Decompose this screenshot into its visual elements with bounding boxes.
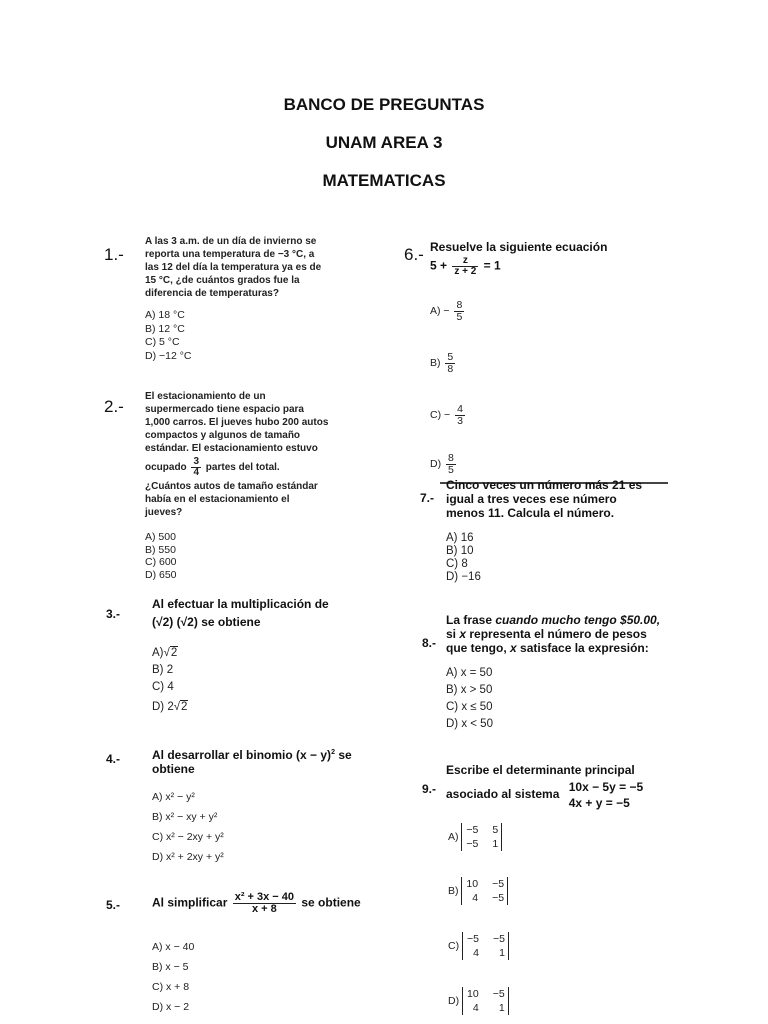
option-d-label: D) 2 bbox=[152, 701, 174, 713]
question-3-expression: (√2) (√2) bbox=[152, 615, 198, 629]
question-5-options bbox=[152, 937, 194, 1017]
question-4-exponent: 2 bbox=[331, 749, 335, 756]
matrix-cell: −5 bbox=[492, 878, 505, 890]
fraction-numerator: 3 bbox=[193, 456, 200, 467]
question-8-line2-em: x bbox=[459, 627, 467, 641]
fraction bbox=[455, 404, 465, 426]
question-2-line: jueves? bbox=[145, 507, 183, 518]
fraction-numerator: 5 bbox=[447, 351, 454, 363]
question-2-fraction-pre: ocupado bbox=[145, 462, 187, 474]
matrix-cell: 4 bbox=[472, 892, 479, 904]
question-1-line: A las 3 a.m. de un día de invierno se bbox=[145, 236, 317, 247]
question-3-options bbox=[152, 645, 188, 716]
question-4-line: obtiene bbox=[152, 762, 195, 776]
option-c[interactable]: C) 8 bbox=[446, 558, 468, 570]
fraction-denominator: 8 bbox=[447, 362, 454, 375]
matrix-cell: 5 bbox=[492, 824, 499, 836]
fraction-numerator: x² + 3x − 40 bbox=[234, 891, 295, 903]
question-2-line: estándar. El estacionamiento estuvo bbox=[145, 443, 318, 454]
option-b[interactable]: B) 550 bbox=[145, 543, 176, 556]
question-number-5: 5.- bbox=[106, 898, 121, 912]
system-equation-1: 10x − 5y = −5 bbox=[568, 780, 644, 794]
equation-system bbox=[569, 779, 643, 811]
matrix-cell: −5 bbox=[492, 892, 505, 904]
option-label: A) bbox=[448, 830, 459, 843]
fraction-denominator: z + 2 bbox=[454, 266, 477, 277]
question-8-line3-em: x bbox=[510, 641, 517, 655]
question-8-line1-pre: La frase bbox=[446, 613, 496, 627]
question-9-option-b[interactable] bbox=[448, 877, 508, 905]
matrix-cell: −5 bbox=[466, 838, 479, 850]
question-6-option-c[interactable] bbox=[430, 404, 467, 426]
option-a[interactable]: A) 16 bbox=[446, 532, 474, 544]
question-6-text bbox=[430, 240, 670, 277]
question-9-system-line bbox=[446, 779, 706, 811]
option-b[interactable]: B) 2 bbox=[152, 664, 174, 676]
option-a-label: A) bbox=[152, 647, 164, 659]
option-b[interactable]: B) x − 5 bbox=[152, 961, 189, 973]
fraction bbox=[452, 256, 478, 277]
option-d-radicand: 2 bbox=[181, 701, 188, 713]
matrix-cell: 10 bbox=[467, 988, 479, 1000]
option-b[interactable]: B) x > 50 bbox=[446, 684, 493, 696]
fraction bbox=[191, 457, 201, 478]
question-8-line2-pre: si bbox=[446, 627, 460, 641]
determinant-matrix bbox=[462, 987, 509, 1015]
option-d[interactable]: D) −12 °C bbox=[145, 349, 192, 362]
option-c[interactable]: C) x² − 2xy + y² bbox=[152, 831, 224, 843]
question-7-line: igual a tres veces ese número bbox=[446, 492, 617, 506]
question-3-expression-line bbox=[152, 615, 372, 629]
question-1-line: las 12 del día la temperatura ya es de bbox=[145, 262, 322, 273]
equation-post: = 1 bbox=[483, 258, 501, 273]
matrix-cell: 1 bbox=[498, 1002, 505, 1014]
option-label: C) − bbox=[430, 408, 451, 421]
option-a[interactable]: A) 500 bbox=[145, 531, 176, 543]
question-number-7: 7.- bbox=[420, 491, 435, 505]
question-9-line: Escribe el determinante principal bbox=[446, 763, 635, 777]
question-8-line3-post: satisface la expresión: bbox=[516, 641, 649, 655]
matrix-cell: 10 bbox=[466, 878, 479, 890]
question-8-options bbox=[446, 665, 493, 733]
question-number-4: 4.- bbox=[106, 752, 121, 766]
question-6-equation bbox=[430, 256, 670, 277]
header-title: BANCO DE PREGUNTAS bbox=[283, 95, 485, 114]
question-4-options bbox=[152, 787, 224, 867]
question-9-option-a[interactable] bbox=[448, 823, 502, 851]
matrix-cell: 4 bbox=[473, 947, 479, 959]
question-2-options bbox=[145, 531, 177, 581]
matrix-cell: −5 bbox=[493, 933, 505, 945]
option-a[interactable]: A)√2 bbox=[152, 647, 178, 659]
option-d[interactable]: D) x − 2 bbox=[152, 1001, 190, 1013]
option-c[interactable]: C) 4 bbox=[152, 681, 174, 693]
header-subject: MATEMATICAS bbox=[322, 171, 446, 190]
option-c[interactable]: C) x ≤ 50 bbox=[446, 701, 493, 713]
option-label: C) bbox=[448, 939, 460, 952]
question-6-option-a[interactable] bbox=[430, 300, 466, 322]
question-1-options bbox=[145, 309, 192, 363]
question-number-2: 2.- bbox=[104, 397, 124, 416]
question-8-line bbox=[446, 627, 696, 641]
question-7-text bbox=[446, 478, 686, 520]
question-3-text bbox=[152, 597, 372, 629]
question-5-text bbox=[152, 892, 392, 915]
option-a-radicand: 2 bbox=[170, 647, 178, 659]
question-1-line: 15 °C, ¿de cuántos grados fue la bbox=[145, 275, 300, 286]
question-7-line: menos 11. Calcula el número. bbox=[446, 506, 615, 520]
fraction-numerator: 8 bbox=[456, 299, 463, 311]
question-4-line-pre: Al desarrollar el binomio (x − y) bbox=[152, 748, 332, 762]
fraction-denominator: x + 8 bbox=[251, 903, 277, 915]
option-b[interactable]: B) x² − xy + y² bbox=[152, 811, 218, 823]
fraction-numerator: z bbox=[452, 256, 478, 267]
determinant-matrix bbox=[462, 932, 509, 960]
option-d[interactable]: D) x < 50 bbox=[446, 718, 493, 730]
fraction-denominator: 3 bbox=[457, 414, 463, 427]
option-label: B) bbox=[448, 884, 459, 897]
question-9-line2: asociado al sistema bbox=[446, 787, 560, 802]
matrix-cell: −5 bbox=[492, 988, 505, 1000]
question-2-line: compactos y algunos de tamaño bbox=[145, 430, 301, 441]
option-c[interactable]: C) x + 8 bbox=[152, 981, 190, 993]
option-label: A) − bbox=[430, 304, 450, 317]
question-6-option-b[interactable] bbox=[430, 352, 457, 374]
question-2-line: El estacionamiento de un bbox=[145, 391, 266, 402]
fraction bbox=[446, 453, 456, 475]
matrix-cell: 4 bbox=[472, 1002, 479, 1014]
option-a[interactable]: A) x² − y² bbox=[152, 791, 195, 803]
question-2-line: supermercado tiene espacio para bbox=[145, 404, 304, 415]
question-4-line bbox=[152, 746, 372, 762]
fraction-denominator: 5 bbox=[448, 463, 454, 476]
option-c[interactable]: C) 5 °C bbox=[145, 336, 180, 348]
determinant-matrix bbox=[461, 877, 508, 905]
question-5-post: se obtiene bbox=[301, 895, 361, 910]
matrix-cell: 1 bbox=[499, 947, 505, 959]
option-b[interactable]: B) 10 bbox=[446, 545, 474, 557]
question-4-line-post: se bbox=[338, 748, 352, 762]
question-2-fraction-post: partes del total. bbox=[205, 462, 280, 474]
question-number-6: 6.- bbox=[404, 245, 424, 264]
fraction-denominator: 5 bbox=[456, 310, 463, 323]
question-7-line: Cinco veces un número más 21 es bbox=[446, 478, 643, 492]
question-3-line: Al efectuar la multiplicación de bbox=[152, 597, 329, 611]
option-d[interactable]: D) −16 bbox=[446, 571, 481, 583]
option-label: B) bbox=[430, 356, 441, 369]
question-7-options bbox=[446, 532, 481, 584]
question-2-line: ¿Cuántos autos de tamaño estándar bbox=[145, 481, 318, 492]
question-number-9: 9.- bbox=[422, 782, 437, 796]
fraction-denominator: 4 bbox=[193, 467, 200, 478]
option-a[interactable]: A) 18 °C bbox=[145, 309, 185, 321]
question-8-line2-post: representa el número de pesos bbox=[466, 627, 647, 641]
system-equation-2: 4x + y = −5 bbox=[568, 796, 630, 810]
question-9-option-c[interactable] bbox=[448, 932, 509, 960]
option-c[interactable]: C) 600 bbox=[145, 556, 177, 568]
option-label: D) bbox=[430, 457, 442, 470]
option-d[interactable]: D) x² + 2xy + y² bbox=[152, 851, 224, 863]
question-2-text bbox=[145, 390, 365, 519]
matrix-cell: −5 bbox=[467, 933, 479, 945]
question-9-text bbox=[446, 763, 706, 811]
fraction-numerator: 4 bbox=[457, 403, 463, 415]
fraction bbox=[233, 892, 296, 915]
determinant-matrix bbox=[461, 823, 502, 851]
fraction bbox=[445, 352, 455, 374]
question-2-fraction-line bbox=[145, 457, 365, 478]
option-d[interactable]: D) 650 bbox=[145, 568, 177, 581]
question-8-line bbox=[446, 613, 696, 627]
question-9-option-d[interactable] bbox=[448, 987, 509, 1015]
fraction bbox=[454, 300, 464, 322]
fraction-numerator: 8 bbox=[448, 453, 454, 464]
question-3-post: se obtiene bbox=[201, 615, 261, 629]
question-6-line: Resuelve la siguiente ecuación bbox=[430, 240, 608, 254]
question-8-line3-pre: que tengo, bbox=[446, 641, 510, 655]
option-b[interactable]: B) 12 °C bbox=[145, 322, 185, 335]
question-1-line: diferencia de temperaturas? bbox=[145, 288, 279, 299]
question-8-line bbox=[446, 641, 696, 655]
question-number-1: 1.- bbox=[104, 245, 124, 264]
question-number-3: 3.- bbox=[106, 607, 121, 621]
option-label: D) bbox=[448, 994, 460, 1007]
question-2-line: 1,000 carros. El jueves hubo 200 autos bbox=[145, 417, 329, 428]
option-a[interactable]: A) x − 40 bbox=[152, 941, 195, 953]
question-4-text bbox=[152, 746, 372, 776]
header-subtitle: UNAM AREA 3 bbox=[325, 133, 443, 152]
question-2-line: había en el estacionamiento el bbox=[145, 494, 290, 505]
option-a[interactable]: A) x = 50 bbox=[446, 667, 493, 679]
question-5-pre: Al simplificar bbox=[152, 895, 228, 910]
equation-pre: 5 + bbox=[430, 258, 448, 273]
question-1-text bbox=[145, 235, 365, 300]
matrix-cell: 1 bbox=[492, 838, 499, 850]
question-1-line: reporta una temperatura de −3 °C, a bbox=[145, 249, 315, 260]
question-8-line1-em: cuando mucho tengo $50.00, bbox=[495, 613, 661, 627]
question-number-8: 8.- bbox=[422, 636, 437, 650]
question-8-text bbox=[446, 613, 696, 655]
option-d[interactable]: D) 2√2 bbox=[152, 701, 188, 713]
matrix-cell: −5 bbox=[466, 824, 479, 836]
